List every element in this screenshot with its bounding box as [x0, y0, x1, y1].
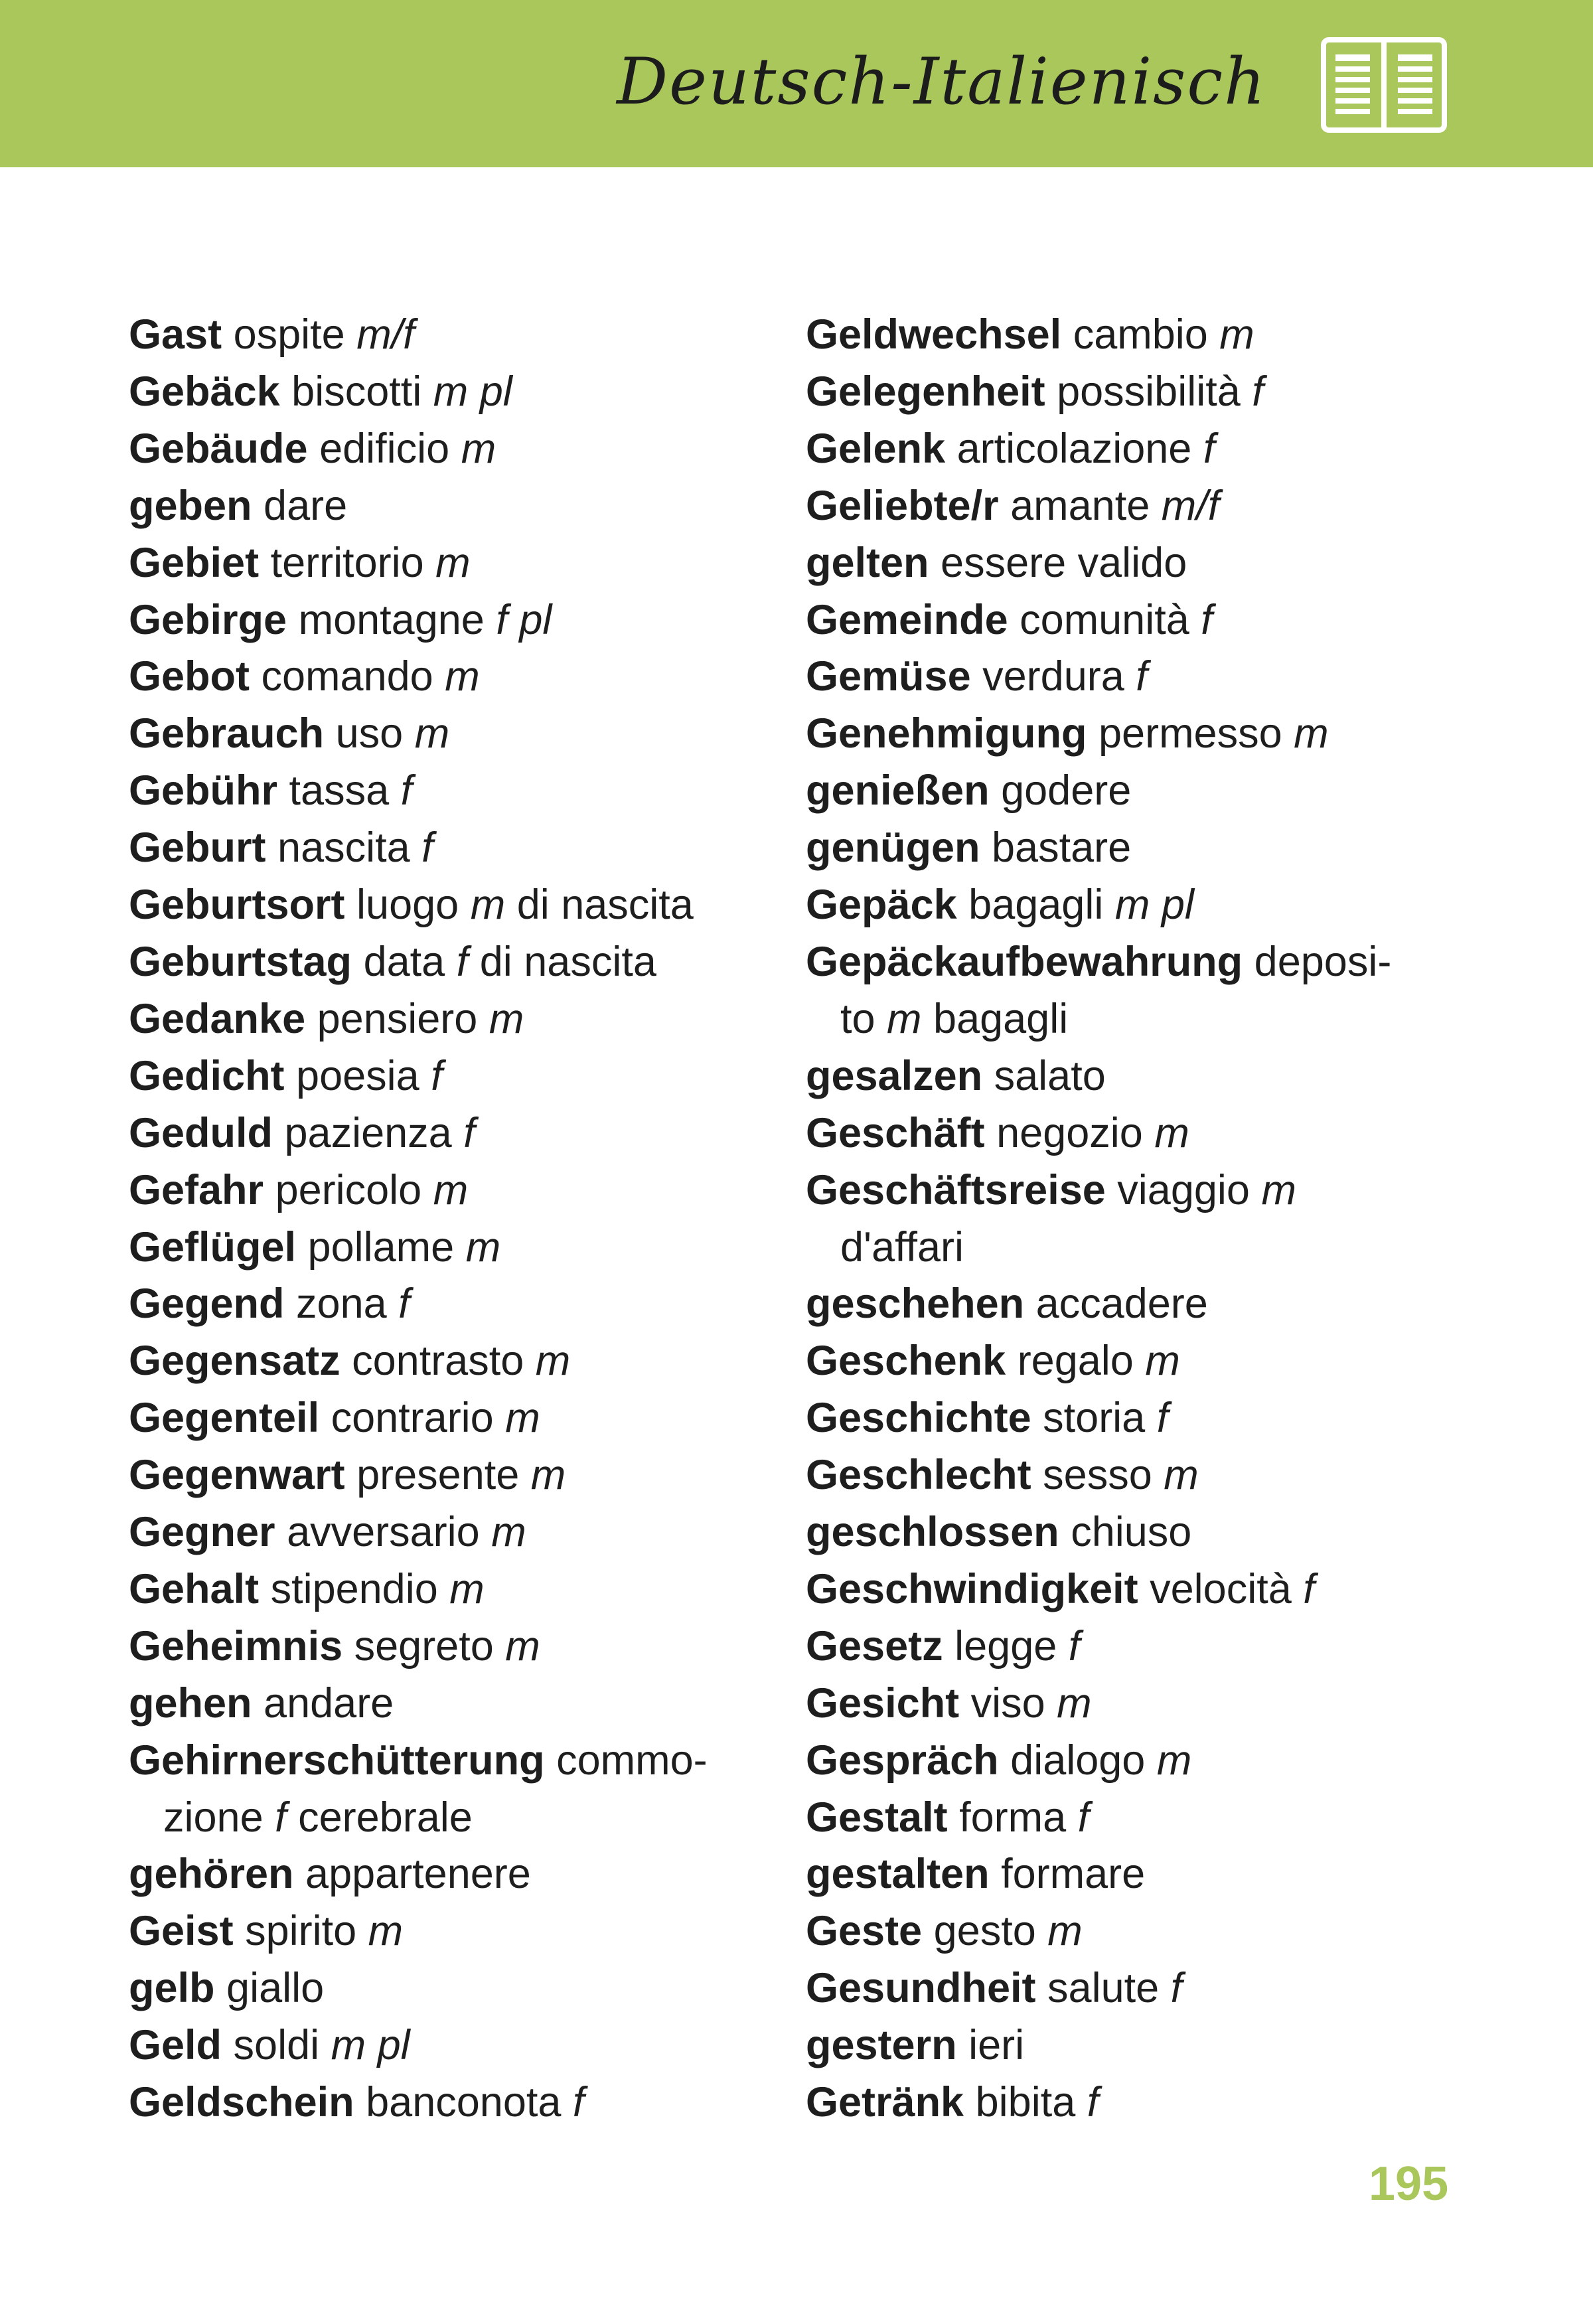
entry-headword: gehen — [129, 1679, 252, 1727]
entry-translation: chiuso — [1071, 1509, 1192, 1556]
entry-gender: f — [431, 1052, 443, 1099]
entry-headword: Gefahr — [129, 1166, 264, 1213]
dictionary-entry — [129, 592, 793, 649]
entry-translation: zione — [163, 1794, 275, 1841]
entry-translation: pazienza — [284, 1109, 464, 1156]
entry-gender: f — [1303, 1565, 1315, 1612]
entry-translation: pollame — [307, 1223, 466, 1271]
entry-translation: uso — [335, 710, 415, 757]
entry-headword: Gegend — [129, 1280, 285, 1328]
dictionary-entry — [129, 1561, 793, 1618]
entry-translation: salato — [994, 1052, 1106, 1099]
entry-gender: f — [463, 1109, 475, 1156]
entry-translation: contrasto — [352, 1338, 536, 1385]
entry-translation: deposi- — [1254, 938, 1392, 985]
entry-translation: negozio — [996, 1109, 1155, 1156]
entry-headword: Gepäck — [806, 882, 957, 929]
entry-headword: Geschenk — [806, 1338, 1006, 1385]
dictionary-entry — [129, 421, 793, 478]
entry-translation: storia — [1043, 1395, 1157, 1442]
entry-gender: m — [461, 425, 496, 472]
entry-gender: m — [1219, 311, 1254, 358]
entry-headword: Geste — [806, 1908, 923, 1955]
entry-gender: f — [275, 1794, 287, 1841]
entry-translation: ospite — [233, 311, 357, 358]
entry-translation: appartenere — [305, 1851, 531, 1898]
dictionary-entry — [129, 1733, 793, 1847]
dictionary-entry — [806, 1447, 1470, 1504]
dictionary-entry — [129, 877, 793, 934]
entry-translation: edificio — [319, 425, 461, 472]
entry-translation: spirito — [245, 1908, 368, 1955]
entry-translation: forma — [959, 1794, 1078, 1841]
entry-translation: velocità — [1150, 1565, 1304, 1612]
entry-gender: m — [1154, 1109, 1189, 1156]
dictionary-entry — [806, 1561, 1470, 1618]
entry-headword: Gast — [129, 311, 222, 358]
dictionary-entry — [129, 478, 793, 535]
entry-headword: Gesetz — [806, 1622, 943, 1669]
entry-headword: Geld — [129, 2022, 222, 2069]
entry-continuation — [129, 1790, 793, 1847]
entry-translation: tassa — [289, 767, 401, 814]
entry-gender: m — [530, 1452, 566, 1499]
entry-translation: legge — [954, 1622, 1069, 1669]
dictionary-entry — [129, 1903, 793, 1960]
dictionary-entry — [129, 1504, 793, 1561]
dictionary-entry — [806, 706, 1470, 763]
dictionary-entry — [806, 1790, 1470, 1847]
entry-continuation — [806, 1219, 1470, 1277]
entry-gender: f — [1136, 653, 1148, 700]
entry-translation: banconota — [366, 2079, 573, 2126]
entry-headword: Geflügel — [129, 1223, 297, 1271]
entry-gender: m — [505, 1622, 540, 1669]
dictionary-entry — [129, 1333, 793, 1390]
entry-translation: poesia — [296, 1052, 431, 1099]
entry-translation: possibilità — [1057, 368, 1252, 415]
entry-gender: f pl — [496, 596, 552, 643]
entry-headword: Gebiet — [129, 539, 260, 586]
entry-gender: m pl — [331, 2022, 410, 2069]
entry-gender: f — [572, 2079, 585, 2126]
dictionary-entry — [129, 934, 793, 991]
entry-headword: geschehen — [806, 1280, 1025, 1328]
entry-headword: gestalten — [806, 1851, 990, 1898]
entry-headword: Gegensatz — [129, 1338, 341, 1385]
entry-headword: Gegenwart — [129, 1452, 345, 1499]
entry-headword: Geschäftsreise — [806, 1166, 1106, 1213]
entry-translation: biscotti — [291, 368, 433, 415]
entry-headword: Gebäck — [129, 368, 280, 415]
entry-gender: f — [400, 767, 413, 814]
dictionary-entry — [129, 991, 793, 1048]
entry-headword: gelb — [129, 1965, 215, 2012]
dictionary-entry — [806, 649, 1470, 706]
dictionary-entry — [129, 1960, 793, 2017]
entry-translation: nascita — [277, 824, 422, 872]
entry-headword: Geldwechsel — [806, 311, 1062, 358]
entry-gender: m — [449, 1565, 485, 1612]
entry-translation: di nascita — [468, 938, 656, 985]
entry-gender: m — [489, 995, 524, 1042]
dictionary-entry — [806, 1162, 1470, 1277]
entry-headword: Gehalt — [129, 1565, 260, 1612]
dictionary-entry — [806, 592, 1470, 649]
entry-translation: accadere — [1035, 1280, 1208, 1328]
open-book-icon — [1321, 37, 1447, 133]
dictionary-entry — [129, 2017, 793, 2074]
entry-headword: Geschäft — [806, 1109, 985, 1156]
entry-translation: dare — [264, 482, 348, 529]
dictionary-entry — [129, 2074, 793, 2131]
dictionary-entry — [806, 1048, 1470, 1105]
entry-gender: m — [1164, 1452, 1199, 1499]
dictionary-entry — [806, 1105, 1470, 1162]
entry-headword: genügen — [806, 824, 980, 872]
entry-headword: Gelenk — [806, 425, 946, 472]
entry-translation: viso — [970, 1679, 1057, 1727]
entry-headword: gestern — [806, 2022, 957, 2069]
entry-translation: viaggio — [1117, 1166, 1262, 1213]
entry-headword: Gebäude — [129, 425, 308, 472]
entry-translation: andare — [264, 1679, 394, 1727]
entry-translation: comunità — [1020, 596, 1201, 643]
entry-translation: sesso — [1043, 1452, 1164, 1499]
entry-headword: geschlossen — [806, 1509, 1059, 1556]
entry-gender: m pl — [433, 368, 512, 415]
entry-headword: Gesicht — [806, 1679, 960, 1727]
entry-translation: permesso — [1099, 710, 1294, 757]
entry-gender: f — [1068, 1622, 1081, 1669]
dictionary-entry — [129, 1390, 793, 1447]
entry-translation: pensiero — [317, 995, 489, 1042]
section-title: Deutsch-Italienisch — [617, 44, 1266, 119]
dictionary-entry — [806, 877, 1470, 934]
entry-headword: gelten — [806, 539, 929, 586]
entry-gender: m — [1294, 710, 1329, 757]
entry-headword: Gesundheit — [806, 1965, 1036, 2012]
entry-gender: f — [421, 824, 433, 872]
entry-headword: geben — [129, 482, 252, 529]
entry-translation: zona — [296, 1280, 399, 1328]
entry-gender: m — [535, 1338, 571, 1385]
entry-translation: commo- — [556, 1737, 708, 1784]
entry-translation: ieri — [968, 2022, 1025, 2069]
dictionary-entry — [129, 1846, 793, 1903]
header-bar — [0, 0, 1593, 167]
entry-translation: godere — [1001, 767, 1132, 814]
dictionary-entry — [806, 1618, 1470, 1675]
entry-translation: contrario — [331, 1395, 506, 1442]
entry-translation: bastare — [992, 824, 1132, 872]
dictionary-entry — [129, 307, 793, 364]
entry-gender: m/f — [356, 311, 415, 358]
dictionary-entry — [806, 820, 1470, 877]
entry-translation: data — [363, 938, 457, 985]
dictionary-entry — [806, 1504, 1470, 1561]
entry-gender: f — [1252, 368, 1264, 415]
entry-headword: Geburt — [129, 824, 266, 872]
dictionary-entry — [129, 1447, 793, 1504]
entry-gender: f — [1203, 425, 1215, 472]
entry-gender: m — [1057, 1679, 1092, 1727]
entry-headword: Gestalt — [806, 1794, 948, 1841]
entry-translation: avversario — [287, 1509, 492, 1556]
entry-gender: f — [1156, 1395, 1169, 1442]
entry-translation: stipendio — [270, 1565, 450, 1612]
entry-headword: Geburtsort — [129, 882, 345, 929]
entry-headword: Gespräch — [806, 1737, 999, 1784]
dictionary-entry — [806, 535, 1470, 592]
entry-headword: Gedanke — [129, 995, 306, 1042]
entry-translation: luogo — [356, 882, 471, 929]
dictionary-entry — [806, 1846, 1470, 1903]
entry-translation: regalo — [1017, 1338, 1146, 1385]
entry-gender: m/f — [1161, 482, 1220, 529]
entry-translation: presente — [356, 1452, 531, 1499]
dictionary-entry — [129, 535, 793, 592]
dictionary-entry — [129, 1105, 793, 1162]
entry-gender: m — [491, 1509, 526, 1556]
entry-headword: gesalzen — [806, 1052, 983, 1099]
dictionary-entry — [129, 1618, 793, 1675]
page-number: 195 — [1369, 2157, 1449, 2210]
entry-translation: bagagli — [968, 882, 1115, 929]
entry-gender: m — [1145, 1338, 1180, 1385]
dictionary-entry — [806, 1733, 1470, 1790]
entry-translation: bibita — [975, 2079, 1087, 2126]
entry-translation: comando — [261, 653, 445, 700]
entry-headword: Genehmigung — [806, 710, 1087, 757]
dictionary-entry — [129, 364, 793, 421]
entry-headword: Geliebte/r — [806, 482, 999, 529]
entry-headword: Gebühr — [129, 767, 278, 814]
dictionary-entry — [806, 421, 1470, 478]
entry-headword: genießen — [806, 767, 990, 814]
dictionary-entry — [806, 763, 1470, 820]
entry-translation: essere valido — [941, 539, 1187, 586]
entry-translation: articolazione — [956, 425, 1203, 472]
entry-headword: Gelegenheit — [806, 368, 1045, 415]
entry-headword: Geheimnis — [129, 1622, 343, 1669]
dictionary-entry — [806, 1960, 1470, 2017]
dictionary-entry — [806, 1390, 1470, 1447]
entry-gender: m — [414, 710, 450, 757]
entry-gender: m pl — [1114, 882, 1194, 929]
dictionary-entry — [806, 2074, 1470, 2131]
entry-headword: gehören — [129, 1851, 294, 1898]
entry-translation: verdura — [982, 653, 1136, 700]
dictionary-entry — [129, 706, 793, 763]
entry-gender: m — [887, 995, 922, 1042]
entry-headword: Gebirge — [129, 596, 287, 643]
dictionary-entry — [129, 649, 793, 706]
entry-gender: m — [435, 539, 471, 586]
entry-gender: m — [368, 1908, 404, 1955]
entry-gender: f — [1170, 1965, 1183, 2012]
entry-headword: Gemeinde — [806, 596, 1008, 643]
entry-translation: territorio — [270, 539, 436, 586]
entry-translation: formare — [1001, 1851, 1146, 1898]
dictionary-entry — [129, 1162, 793, 1219]
dictionary-entry — [129, 1675, 793, 1733]
dictionary-entry — [129, 820, 793, 877]
entry-translation: di nascita — [505, 882, 694, 929]
dictionary-entry — [806, 1675, 1470, 1733]
entry-translation: dialogo — [1010, 1737, 1157, 1784]
right-column — [806, 307, 1470, 2131]
dictionary-entry — [806, 934, 1470, 1048]
entry-headword: Gegner — [129, 1509, 275, 1556]
entry-continuation — [806, 991, 1470, 1048]
entry-headword: Geldschein — [129, 2079, 354, 2126]
left-column — [129, 307, 793, 2131]
entry-gender: f — [1087, 2079, 1099, 2126]
dictionary-entry — [806, 1333, 1470, 1390]
entry-headword: Gehirnerschütterung — [129, 1737, 545, 1784]
entry-translation: segreto — [354, 1622, 506, 1669]
entry-translation: gesto — [933, 1908, 1048, 1955]
entry-translation: giallo — [226, 1965, 325, 2012]
dictionary-entry — [806, 307, 1470, 364]
entry-headword: Geduld — [129, 1109, 273, 1156]
entry-headword: Geburtstag — [129, 938, 352, 985]
dictionary-entry — [129, 1048, 793, 1105]
entry-gender: m — [1047, 1908, 1083, 1955]
entry-gender: m — [470, 882, 506, 929]
entry-headword: Gedicht — [129, 1052, 285, 1099]
entry-translation: soldi — [233, 2022, 331, 2069]
entry-headword: Gemüse — [806, 653, 971, 700]
dictionary-entry — [806, 364, 1470, 421]
dictionary-entry — [806, 1276, 1470, 1333]
entry-headword: Geschlecht — [806, 1452, 1031, 1499]
entry-translation: cambio — [1073, 311, 1220, 358]
entry-gender: m — [1156, 1737, 1192, 1784]
entry-gender: m — [465, 1223, 501, 1271]
entry-gender: m — [1261, 1166, 1296, 1213]
entry-gender: f — [398, 1280, 410, 1328]
dictionary-entry — [806, 478, 1470, 535]
entry-headword: Gegenteil — [129, 1395, 320, 1442]
entry-gender: m — [445, 653, 480, 700]
entry-translation: bagagli — [921, 995, 1069, 1042]
entry-gender: m — [433, 1166, 469, 1213]
entry-translation: salute — [1047, 1965, 1171, 2012]
entry-headword: Getränk — [806, 2079, 964, 2126]
dictionary-entry — [129, 1219, 793, 1277]
entry-headword: Gebrauch — [129, 710, 325, 757]
entry-translation: pericolo — [275, 1166, 433, 1213]
entry-translation: amante — [1010, 482, 1162, 529]
entry-headword: Geschwindigkeit — [806, 1565, 1138, 1612]
entry-translation: cerebrale — [286, 1794, 473, 1841]
entry-gender: f — [456, 938, 469, 985]
entry-gender: f — [1077, 1794, 1090, 1841]
entry-headword: Gepäckaufbewahrung — [806, 938, 1243, 985]
entry-headword: Gebot — [129, 653, 250, 700]
dictionary-entry — [806, 1903, 1470, 1960]
entry-gender: f — [1201, 596, 1213, 643]
entry-translation: to — [840, 995, 887, 1042]
entry-headword: Geschichte — [806, 1395, 1031, 1442]
entry-translation: d'affari — [840, 1223, 964, 1271]
entry-translation: montagne — [298, 596, 496, 643]
entry-gender: m — [505, 1395, 540, 1442]
dictionary-entry — [806, 2017, 1470, 2074]
dictionary-entry — [129, 763, 793, 820]
entry-headword: Geist — [129, 1908, 234, 1955]
dictionary-entry — [129, 1276, 793, 1333]
